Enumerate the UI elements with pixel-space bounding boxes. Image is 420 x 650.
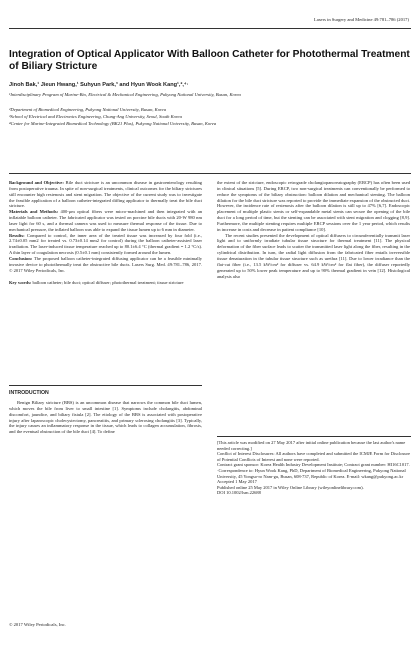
abstract-methods (9, 209, 202, 232)
right-column (217, 180, 410, 279)
article-title: Integration of Optical Applicator With Balloon Catheter for Photothermal Treatment of Biliary Stricture (9, 49, 410, 73)
abstract-background (9, 180, 202, 209)
affiliation-3: ³School of Electrical and Electronics Engineering, Chung-Ang University, Seoul, South Korea (9, 114, 182, 119)
keywords-text: balloon catheter; bile duct; optical diffuser; photothermal treatment; tissue stricture (32, 279, 184, 285)
affiliation-1: ¹Interdisciplinary Program of Marine-Bio, Electrical & Mechanical Engineering, Pukyong National University, Busan, Korea (9, 92, 241, 97)
background-label: Background and Objective: (9, 180, 64, 185)
methods-text: 400-μm optical fibers were micro-machined and then integrated with an inflatable balloon catheter. The fabricated applicator was tested on porcine bile ducts with 20-W 980 nm laser light for 60 s, and a thermal camera was used to measure thermal response of the tissue. Due to mechanical pressure, the inflated balloon was able to expand the tissue lumen up to 6 mm in diameter. (9, 209, 202, 232)
conclusion-text: The proposed balloon catheter-integrated diffusing applicator can be a feasible minimally invasive device to photothermally treat the obstructive bile ducts. Lasers Surg. Med. 49:781–786, 2017. © 2017 Wiley Periodicals, Inc. (9, 255, 202, 273)
note-published: Published online 25 May 2017 in Wiley Online Library (wileyonlinelibrary.com). (217, 484, 364, 490)
affiliation-4: ⁴Center for Marine-Integrated Biomedical Technology (BK21 Plus), Pukyong National University, Busan, Korea (9, 121, 217, 126)
abstract-rule (9, 173, 411, 174)
note-conflict: Conflict of Interest Disclosures: All authors have completed and submitted the ICMJE Form for Disclosure of Potential Conflicts of Interest and none were reported. (217, 451, 410, 462)
note-correspondence: ·Correspondence to: Hyun Wook Kang, PhD, Department of Biomedical Engineering, Pukyong National University, 45 Yongso-ro Nam-gu, Busan, 608-737, Republic of Korea. E-mail: wkang@pukyong.ac.kr (217, 467, 406, 479)
keywords (9, 280, 202, 286)
affiliation-2: ²Department of Biomedical Engineering, Pukyong National University, Busan, Korea (9, 107, 166, 112)
abstract-end-rule (9, 385, 202, 386)
footnotes (217, 440, 410, 496)
journal-header: Lasers in Surgery and Medicine 49:781–786 (2017) (313, 17, 409, 22)
intro-text (9, 400, 202, 435)
abstract-results (9, 233, 202, 256)
intro-paragraph-1: Benign Biliary stricture (BBS) is an uncommon disease that narrows the common bile duct lumen, which moves the bile from liver to small intestine [1]. Symptoms include cholangitis, abdominal discomfort, jaundice, and biliary fistula [2]. The etiology of the BBS is associated with postoperative injury after laparoscopic cholecystectomy, pancreatitis, and primary sclerosing cholangitis [3]. Typically, the injury causes an inflammatory response in the tissue, which leads to collagen accumulation, fibrosis, and the eventual obstruction of the bile duct [4]. To define (9, 400, 202, 435)
copyright: © 2017 Wiley Periodicals, Inc. (9, 622, 66, 627)
right-paragraph-2: The recent studies presented the development of optical diffusers to circumferentially transmit laser light and to uniformly irradiate tubular tissue structure for thermal treatment [11]. The physical deformation of the fiber surface leads to scatter the transmitted laser light along the fiber, resulting in the cylindrical distribution. In turn, the radial light diffusion from the fabricated fiber entails irreversible tissue denaturation in the tubular tissue structure such as urethra [11]. Due to lower irradiance than the flat-cut fiber (i.e., 13.5 kW/cm² for diffuser vs. 64.9 kW/cm² for flat fiber), the diffuser reportedly generated up to 50% lower peak temperature and up to 90% thermal gradient in vein [12]. Histological analysis also (217, 232, 410, 279)
note-grant: Contract grant sponsor: Korea Health Industry Development Institute; Contract grant number: HI16C1017. (217, 462, 410, 468)
note-modified: [This article was modified on 27 May 2017 after initial online publication because the last author's name needed correcting.] (217, 440, 406, 451)
results-label: Results: (9, 232, 25, 238)
intro-heading: INTRODUCTION (9, 390, 49, 396)
note-doi: DOI 10.1002/lsm.22688 (217, 490, 261, 496)
notes-rule (217, 436, 411, 437)
right-paragraph-1: the extent of the stricture, endoscopic retrograde cholangiopancreatography (ERCP) has often been used in clinical situations [5]. During ERCP, two non-surgical treatments can conventionally be performed to reduce the symptoms of the biliary obstruction: balloon dilation and mechanical stenting. The balloon dilation for the bile duct stricture was reported to provide the immediate expansion of the obstructed duct. However, the incidence rate of restenosis after the balloon dilation is still up to 47% [6,7]. Endoscopic placement of multiple plastic stents or self-expandable metal stents can secure the opening of the bile duct for a long period of time, but the stenting can be associated with stent migration and clogging [8,9]. Furthermore, the multiple stenting requires multiple ERCP sessions over the 1 year period, which results in increase in costs and decrease in patient compliance [10]. (217, 180, 410, 232)
methods-label: Materials and Methods: (9, 209, 59, 215)
results-text: Compared to control, the inner area of the treated tissue was increased by four fold (i.e., 2.74±0.05 mm2 for treated vs. 0.73±0.14 mm2 for control) during the balloon catheter-assisted laser irradiation. The laser-induced tissue temperature reached up to 80.1±6.4 °C (thermal gradient = 1.2 °C/s). A thin layer of coagulation necrosis (0.5±0.1 mm) consistently formed around the lumen. (9, 232, 203, 256)
keywords-label: Key words: (9, 279, 32, 285)
background-text: Bile duct stricture is an uncommon disease in gastroenterology resulting from postoperative trauma. In spite of non-surgical treatments, clinical outcomes for the biliary strictures still encounter high restenosis and stent migration. The objective of the current study was to investigate the feasible application of a balloon catheter-integrated diffing applicator to thermally treat the bile duct stricture. (9, 180, 203, 209)
header-rule (9, 28, 411, 29)
abstract-conclusion (9, 256, 202, 274)
author-list: Jinoh Bak,¹ Jieun Hwang,¹ Suhyun Park,³ and Hyun Wook Kang¹,²,⁴· (9, 82, 189, 88)
conclusion-label: Conclusion: (9, 255, 33, 261)
note-accepted: Accepted 1 May 2017 (217, 479, 257, 485)
abstract (9, 180, 202, 285)
